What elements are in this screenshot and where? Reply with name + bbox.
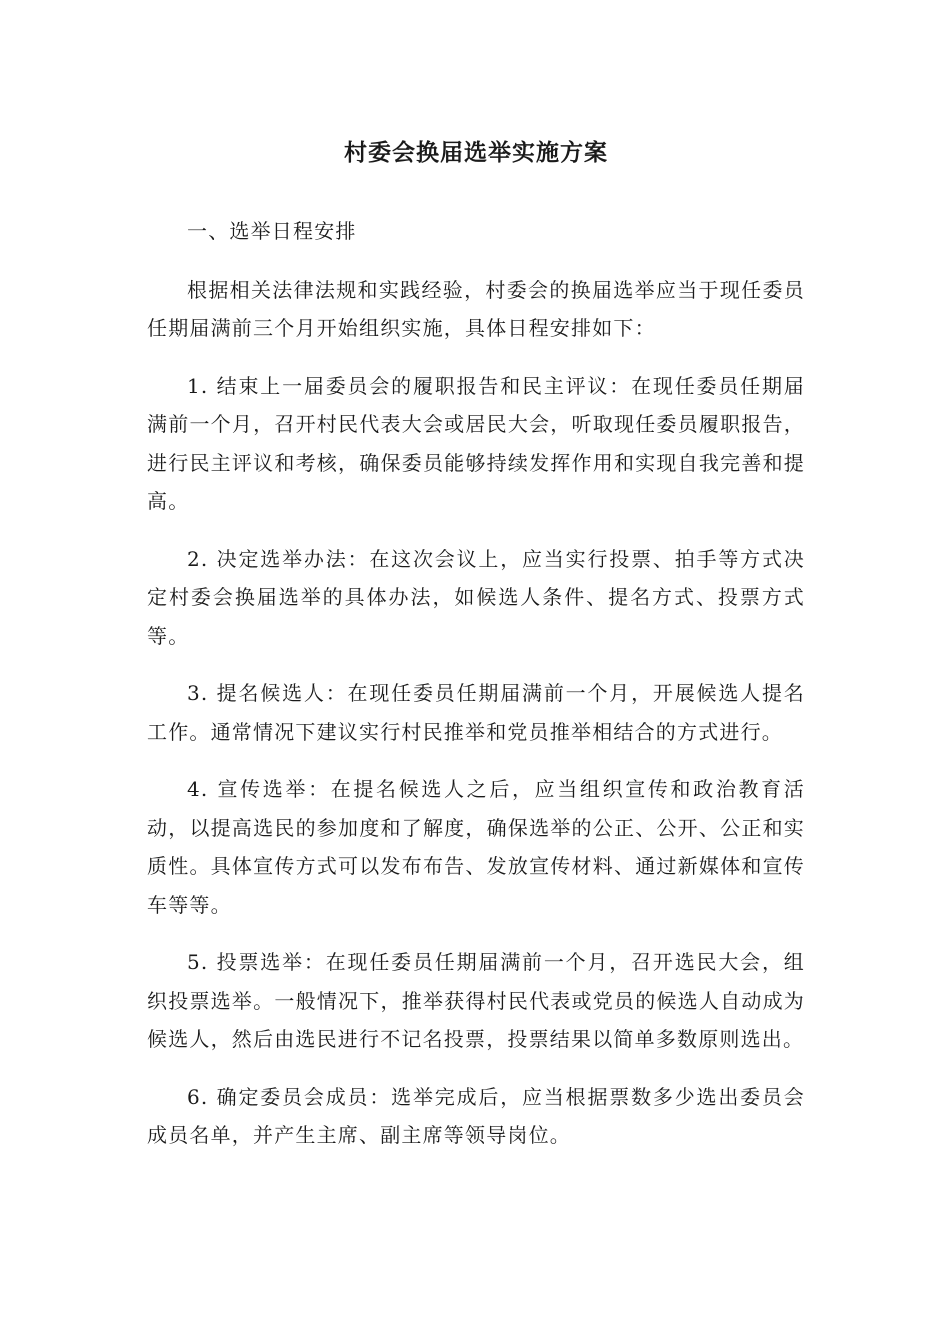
list-item: 6. 确定委员会成员：选举完成后，应当根据票数多少选出委员会成员名单，并产生主席、副主席等领导岗位。 [147, 1084, 805, 1147]
intro-paragraph: 根据相关法律法规和实践经验，村委会的换届选举应当于现任委员任期届满前三个月开始组织实施，具体日程安排如下： [147, 277, 805, 340]
list-item: 4. 宣传选举：在提名候选人之后，应当组织宣传和政治教育活动，以提高选民的参加度和了解度，确保选举的公正、公开、公正和实质性。具体宣传方式可以发布布告、发放宣传材料、通过新媒体和宣传车等等。 [147, 777, 805, 917]
section-heading: 一、选举日程安排 [187, 219, 357, 243]
list-item: 1. 结束上一届委员会的履职报告和民主评议：在现任委员任期届满前一个月，召开村民代表大会或居民大会，听取现任委员履职报告，进行民主评议和考核，确保委员能够持续发挥作用和实现自我完善和提高。 [147, 373, 805, 513]
document-title: 村委会换届选举实施方案 [344, 140, 608, 166]
list-item: 2. 决定选举办法：在这次会议上，应当实行投票、拍手等方式决定村委会换届选举的具体办法，如候选人条件、提名方式、投票方式等。 [147, 546, 805, 648]
list-item: 3. 提名候选人：在现任委员任期届满前一个月，开展候选人提名工作。通常情况下建议实行村民推举和党员推举相结合的方式进行。 [147, 681, 805, 744]
list-item: 5. 投票选举：在现任委员任期届满前一个月，召开选民大会，组织投票选举。一般情况下，推举获得村民代表或党员的候选人自动成为候选人，然后由选民进行不记名投票，投票结果以简单多数原则选出。 [147, 950, 805, 1051]
